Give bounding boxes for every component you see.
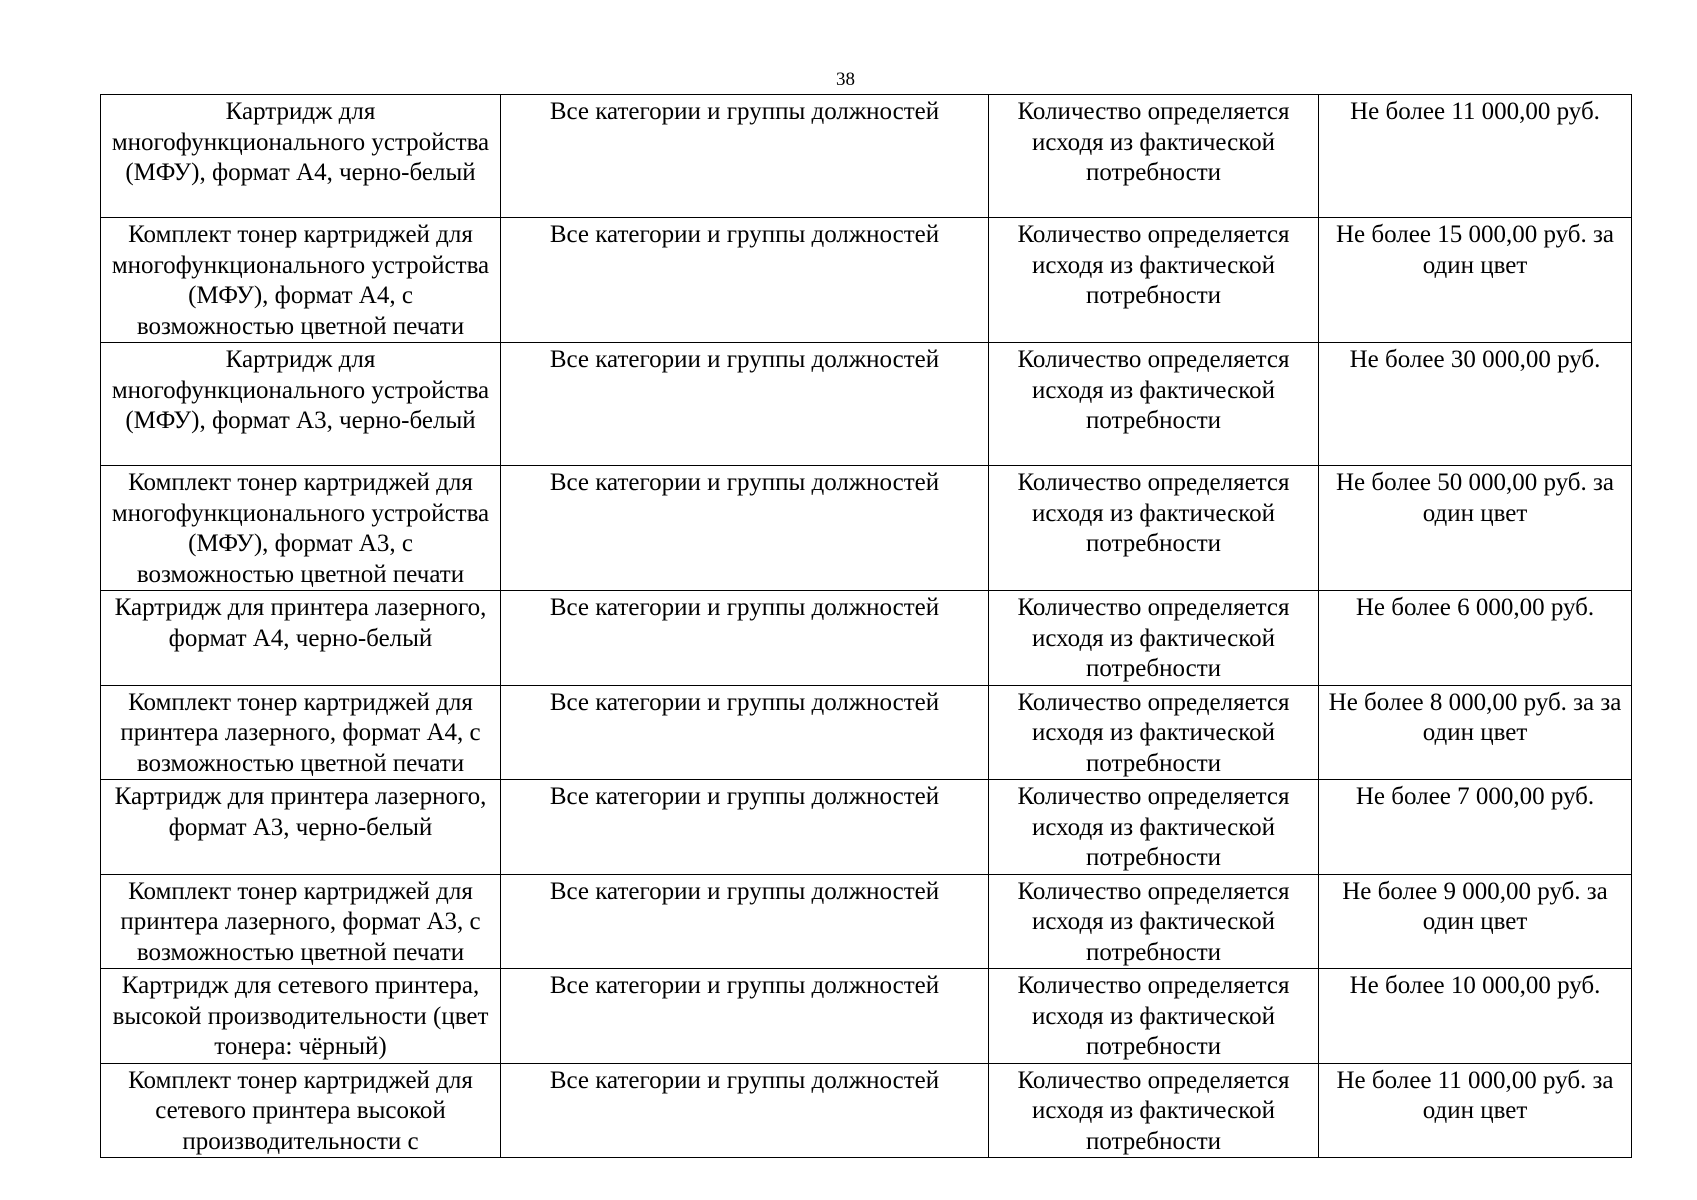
item-name-cell: Картридж для принтера лазерного, формат А4, черно-белый (101, 591, 501, 686)
price-cell: Не более 7 000,00 руб. (1319, 780, 1632, 875)
category-cell: Все категории и группы должностей (501, 466, 989, 591)
table-row (101, 591, 1632, 686)
category-cell: Все категории и группы должностей (501, 969, 989, 1064)
quantity-cell: Количество определяется исходя из фактической потребности (989, 591, 1319, 686)
table-row (101, 685, 1632, 780)
quantity-cell: Количество определяется исходя из фактической потребности (989, 969, 1319, 1064)
page-number: 38 (836, 69, 855, 90)
price-cell: Не более 11 000,00 руб. за один цвет (1319, 1063, 1632, 1158)
quantity-cell: Количество определяется исходя из фактической потребности (989, 218, 1319, 343)
table-row (101, 343, 1632, 466)
category-cell: Все категории и группы должностей (501, 591, 989, 686)
quantity-cell: Количество определяется исходя из фактической потребности (989, 780, 1319, 875)
table-row (101, 95, 1632, 218)
price-cell: Не более 10 000,00 руб. (1319, 969, 1632, 1064)
quantity-cell: Количество определяется исходя из фактической потребности (989, 95, 1319, 218)
item-name-cell: Комплект тонер картриджей для принтера лазерного, формат А4, с возможностью цветной печати (101, 685, 501, 780)
table-row (101, 218, 1632, 343)
price-cell: Не более 9 000,00 руб. за один цвет (1319, 874, 1632, 969)
item-name-cell: Комплект тонер картриджей для принтера лазерного, формат А3, с возможностью цветной печати (101, 874, 501, 969)
norms-table (100, 94, 1632, 1158)
item-name-cell: Картридж для принтера лазерного, формат А3, черно-белый (101, 780, 501, 875)
item-name-cell: Картридж для сетевого принтера, высокой производительности (цвет тонера: чёрный) (101, 969, 501, 1064)
item-name-cell: Комплект тонер картриджей для многофункционального устройства (МФУ), формат А3, с возможностью цветной печати (101, 466, 501, 591)
price-cell: Не более 11 000,00 руб. (1319, 95, 1632, 218)
quantity-cell: Количество определяется исходя из фактической потребности (989, 1063, 1319, 1158)
category-cell: Все категории и группы должностей (501, 218, 989, 343)
category-cell: Все категории и группы должностей (501, 343, 989, 466)
price-cell: Не более 50 000,00 руб. за один цвет (1319, 466, 1632, 591)
item-name-cell: Комплект тонер картриджей для сетевого принтера высокой производительности с (101, 1063, 501, 1158)
price-cell: Не более 30 000,00 руб. (1319, 343, 1632, 466)
category-cell: Все категории и группы должностей (501, 1063, 989, 1158)
table-row (101, 969, 1632, 1064)
quantity-cell: Количество определяется исходя из фактической потребности (989, 685, 1319, 780)
category-cell: Все категории и группы должностей (501, 780, 989, 875)
price-cell: Не более 15 000,00 руб. за один цвет (1319, 218, 1632, 343)
price-cell: Не более 8 000,00 руб. за за один цвет (1319, 685, 1632, 780)
table-row (101, 466, 1632, 591)
quantity-cell: Количество определяется исходя из фактической потребности (989, 874, 1319, 969)
category-cell: Все категории и группы должностей (501, 95, 989, 218)
price-cell: Не более 6 000,00 руб. (1319, 591, 1632, 686)
quantity-cell: Количество определяется исходя из фактической потребности (989, 343, 1319, 466)
table-row (101, 780, 1632, 875)
item-name-cell: Комплект тонер картриджей для многофункционального устройства (МФУ), формат А4, с возможностью цветной печати (101, 218, 501, 343)
quantity-cell: Количество определяется исходя из фактической потребности (989, 466, 1319, 591)
table-row (101, 874, 1632, 969)
item-name-cell: Картридж для многофункционального устройства (МФУ), формат А4, черно-белый (101, 95, 501, 218)
category-cell: Все категории и группы должностей (501, 685, 989, 780)
table-row (101, 1063, 1632, 1158)
category-cell: Все категории и группы должностей (501, 874, 989, 969)
item-name-cell: Картридж для многофункционального устройства (МФУ), формат А3, черно-белый (101, 343, 501, 466)
